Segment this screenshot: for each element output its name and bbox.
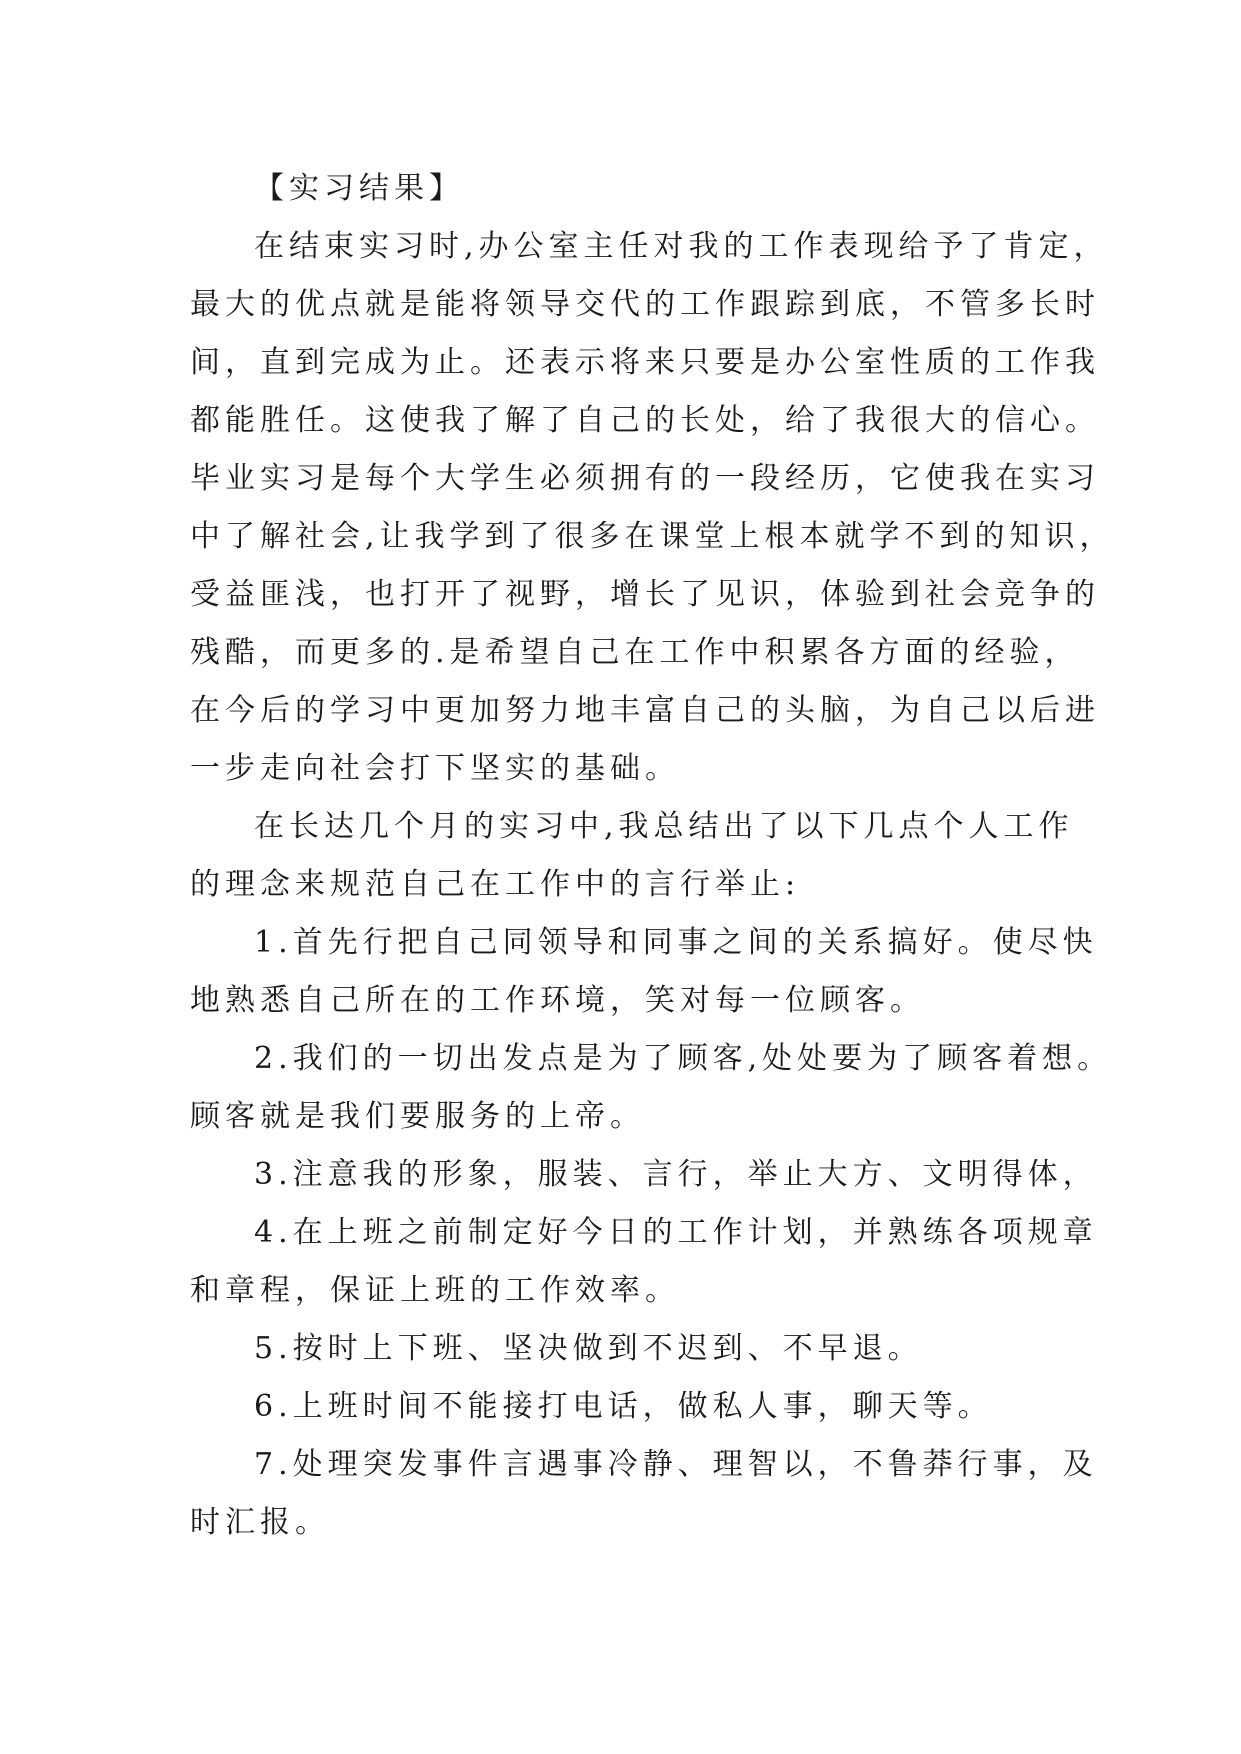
- list-item: 1.首先行把自己同领导和同事之间的关系搞好。使尽快: [254, 925, 1098, 960]
- list-item: 3.注意我的形象，服装、言行，举止大方、文明得体，: [254, 1157, 1098, 1192]
- text-line: 时汇报。: [190, 1505, 330, 1540]
- text-line: 中了解社会,让我学到了很多在课堂上根本就学不到的知识，: [190, 519, 1115, 554]
- text-line: 一步走向社会打下坚实的基础。: [190, 751, 680, 786]
- list-item: 7.处理突发事件言遇事冷静、理智以，不鲁莽行事，及: [254, 1447, 1098, 1482]
- text-line: 在长达几个月的实习中,我总结出了以下几点个人工作: [254, 809, 1074, 844]
- text-line: 的理念来规范自己在工作中的言行举止:: [190, 867, 801, 902]
- text-line: 受益匪浅，也打开了视野，增长了见识，体验到社会竞争的: [190, 577, 1100, 612]
- text-line: 残酷，而更多的.是希望自己在工作中积累各方面的经验，: [190, 635, 1080, 670]
- text-line: 在今后的学习中更加努力地丰富自己的头脑，为自己以后进: [190, 693, 1100, 728]
- section-heading: 【实习结果】: [254, 171, 464, 206]
- text-line: 和章程，保证上班的工作效率。: [190, 1273, 680, 1308]
- text-line: 在结束实习时,办公室主任对我的工作表现给予了肯定，: [254, 229, 1109, 264]
- text-line: 顾客就是我们要服务的上帝。: [190, 1099, 645, 1134]
- text-line: 地熟悉自己所在的工作环境，笑对每一位顾客。: [190, 983, 925, 1018]
- list-item: 5.按时上下班、坚决做到不迟到、不早退。: [254, 1331, 923, 1366]
- text-line: 最大的优点就是能将领导交代的工作跟踪到底，不管多长时: [190, 287, 1100, 322]
- list-item: 6.上班时间不能接打电话，做私人事，聊天等。: [254, 1389, 993, 1424]
- document-body: [190, 160, 1115, 1552]
- list-item: 4.在上班之前制定好今日的工作计划，并熟练各项规章: [254, 1215, 1098, 1250]
- text-line: 都能胜任。这使我了解了自己的长处，给了我很大的信心。: [190, 403, 1100, 438]
- text-line: 毕业实习是每个大学生必须拥有的一段经历，它使我在实习: [190, 461, 1100, 496]
- list-item: 2.我们的一切出发点是为了顾客,处处要为了顾客着想。: [254, 1041, 1113, 1076]
- text-line: 间，直到完成为止。还表示将来只要是办公室性质的工作我: [190, 345, 1100, 380]
